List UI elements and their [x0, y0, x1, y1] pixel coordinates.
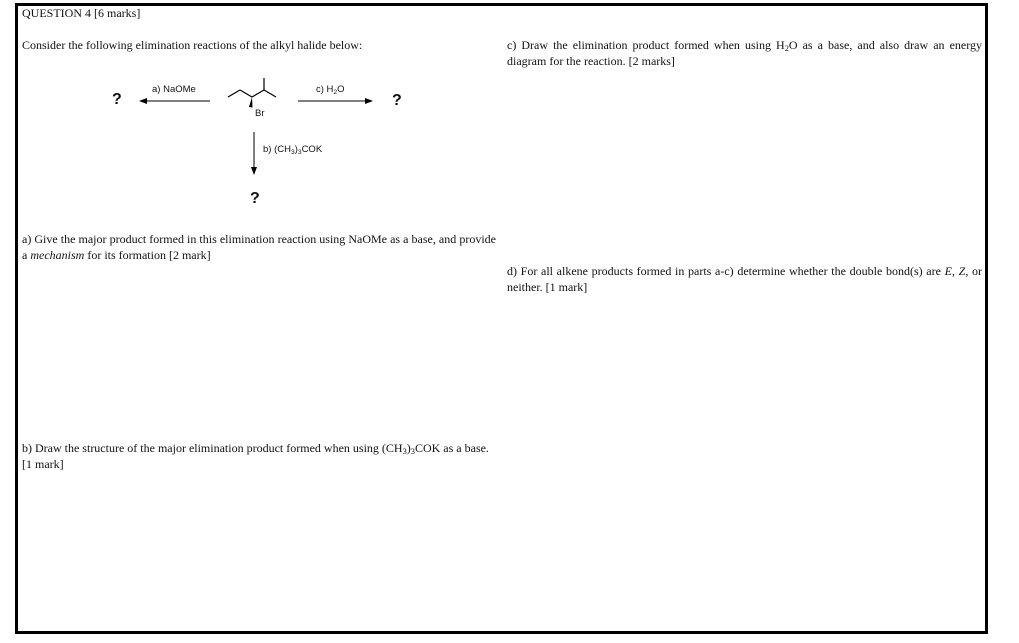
reagent-c-label: c) $H_2O$ — [316, 84, 345, 96]
part-b-text: b) Draw the structure of the major elimination product formed when using $(CH_3)_3COK$ as a base. [1 mark] — [22, 441, 489, 471]
product-a-placeholder: ? — [112, 91, 122, 108]
reagent-b-label: b) $(CH_3)_3COK$ — [263, 144, 323, 156]
reaction-scheme — [100, 70, 430, 220]
part-d-suffix: , or neither. [1 mark] — [507, 264, 983, 294]
part-d-z: Z — [958, 264, 966, 278]
part-c-text — [507, 37, 982, 69]
part-d-e: E — [944, 264, 952, 278]
wedge-bond — [249, 97, 253, 108]
part-a-emphasis: mechanism — [30, 248, 85, 262]
part-c-sub: 2 — [784, 44, 789, 53]
bromine-label: Br — [255, 108, 265, 119]
product-c-placeholder: ? — [392, 92, 402, 109]
part-a-prefix: a) Give the major product formed in this elimination reaction using NaOMe as a base, and provide a — [22, 232, 496, 262]
part-c-prefix: c) Draw the elimination product formed when using H — [507, 38, 785, 52]
product-b-placeholder: ? — [250, 190, 260, 207]
part-a-suffix: for its formation [2 mark] — [84, 248, 211, 262]
part-a-text — [22, 231, 496, 263]
question-title: QUESTION 4 [6 marks] — [22, 6, 141, 20]
part-d-sep: , — [951, 264, 959, 278]
alkyl-halide-structure — [228, 78, 276, 97]
reagent-a-label: a) NaOMe — [152, 84, 196, 95]
part-b-suffix: COK as a base. [1 mark] — [22, 441, 489, 471]
part-d-prefix: d) For all alkene products formed in parts a-c) determine whether the double bond(s) are — [507, 264, 945, 278]
question-intro: Consider the following elimination reactions of the alkyl halide below: — [22, 38, 363, 52]
part-d-text — [507, 263, 982, 295]
part-c-suffix: O as a base, and also draw an energy diagram for the reaction. [2 marks] — [507, 38, 983, 68]
part-b-prefix: b) Draw the structure of the major elimination product formed when using (CH — [22, 441, 403, 455]
